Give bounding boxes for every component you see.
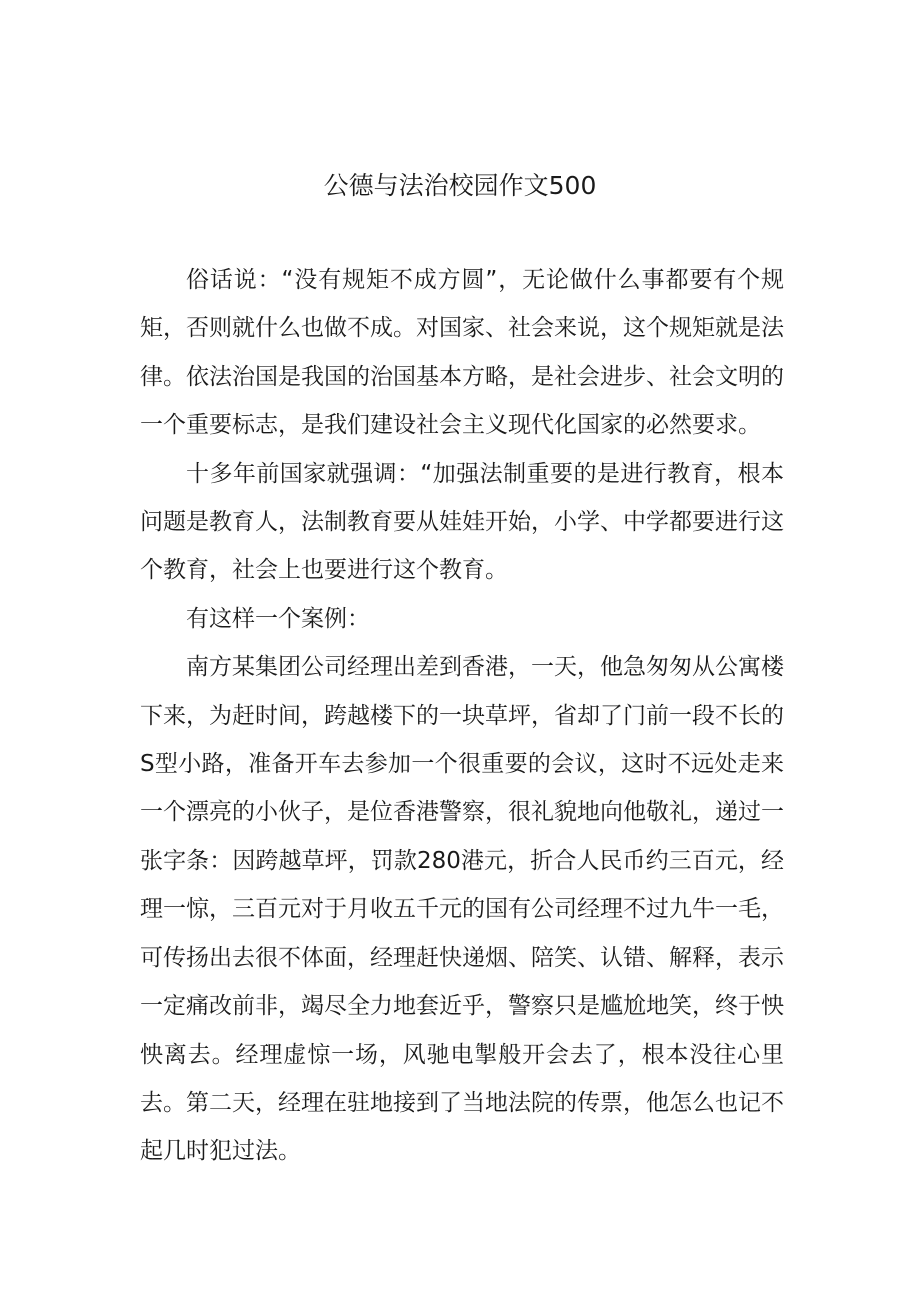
paragraph-intro: 俗话说：“没有规矩不成方圆”，无论做什么事都要有个规矩，否则就什么也做不成。对国家、社会来说，这个规矩就是法律。依法治国是我国的治国基本方略，是社会进步、社会文明的一个重要标志，是我们建设社会主义现代化国家的必然要求。 [140, 267, 784, 439]
paragraph-case-story: 南方某集团公司经理出差到香港，一天，他急匆匆从公寓楼下来，为赶时间，跨越楼下的一块草坪，省却了门前一段不长的S型小路，准备开车去参加一个很重要的会议，这时不远处走来一个漂亮的小伙子，是位香港警察，很礼貌地向他敬礼，递过一张字条：因跨越草坪，罚款280港元，折合人民币约三百元，经理一惊，三百元对于月收五千元的国有公司经理不过九牛一毛，可传扬出去很不体面，经理赶快递烟、陪笑、认错、解释，表示一定痛改前非，竭尽全力地套近乎，警察只是尴尬地笑，终于怏怏离去。经理虚惊一场，风驰电掣般开会去了，根本没往心里去。第二天，经理在驻地接到了当地法院的传票，他怎么也记不起几时犯过法。 [140, 654, 784, 1165]
paragraph-case-intro: 有这样一个案例： [186, 605, 370, 632]
paragraph-education: 十多年前国家就强调：“加强法制重要的是进行教育，根本问题是教育人，法制教育要从娃娃开始，小学、中学都要进行这个教育，社会上也要进行这个教育。 [140, 460, 784, 584]
article-body [140, 256, 784, 1176]
page-title: 公德与法治校园作文500 [323, 171, 597, 200]
